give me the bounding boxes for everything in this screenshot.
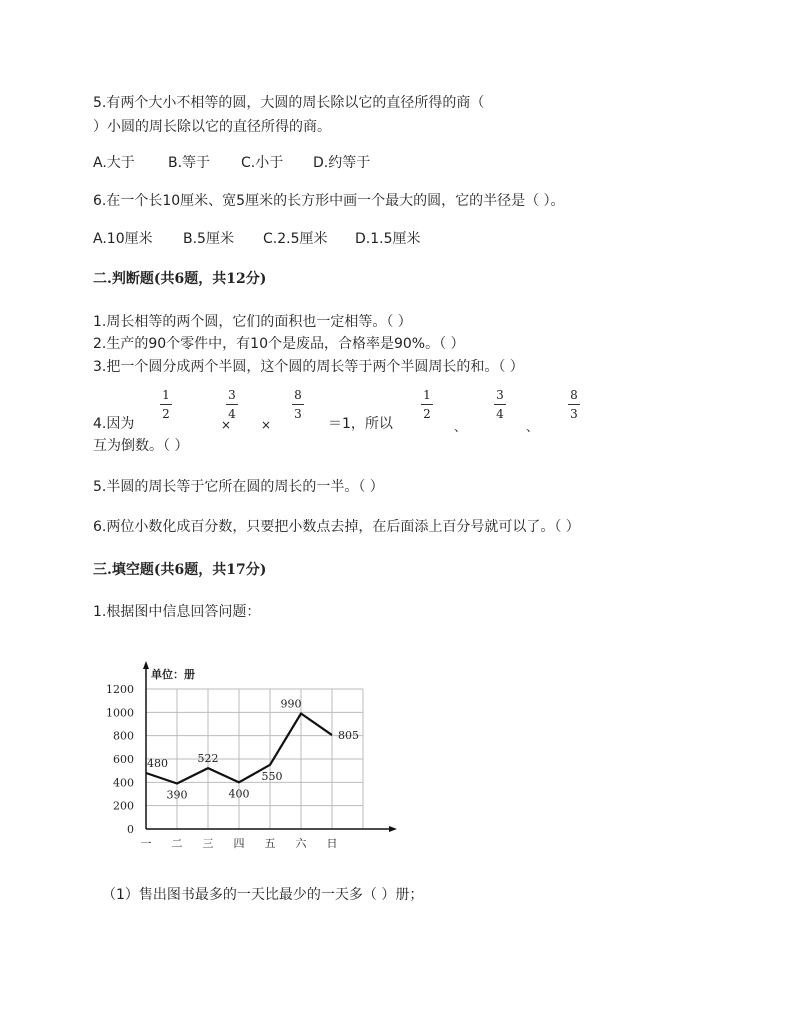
mc-q6-options bbox=[93, 230, 421, 248]
judge-q5: 5.半圆的周长等于它所在圆的周长的一半。（ ） bbox=[93, 479, 384, 495]
option-b: B.等于 bbox=[168, 155, 211, 171]
line-chart bbox=[0, 640, 794, 880]
x-tick-label: 二 bbox=[171, 837, 183, 850]
x-tick-label: 一 bbox=[140, 837, 152, 850]
y-axis-arrow bbox=[143, 661, 149, 669]
option-c: C.2.5厘米 bbox=[263, 231, 328, 247]
fraction-3: 8 3 bbox=[292, 388, 304, 421]
mc-q6-text: 6.在一个长10厘米、宽5厘米的长方形中画一个最大的圆，它的半径是（ ）。 bbox=[93, 193, 565, 209]
separator: 、 bbox=[526, 420, 539, 434]
data-label: 805 bbox=[338, 729, 359, 743]
x-tick-label: 六 bbox=[295, 837, 307, 850]
fraction-3-repeat: 8 3 bbox=[568, 388, 580, 421]
option-a: A.大于 bbox=[93, 155, 135, 171]
data-label: 550 bbox=[261, 769, 283, 783]
x-tick-label: 五 bbox=[264, 837, 276, 850]
judge-q4-prefix: 4.因为 bbox=[93, 416, 135, 432]
y-tick-label: 600 bbox=[113, 753, 134, 766]
judge-q3: 3.把一个圆分成两个半圆，这个圆的周长等于两个半圆周长的和。（ ） bbox=[93, 359, 524, 375]
x-axis-arrow bbox=[389, 826, 397, 832]
y-tick-label: 400 bbox=[113, 776, 134, 790]
judge-q4-equals: ＝1，所以 bbox=[328, 416, 393, 432]
separator: 、 bbox=[454, 420, 467, 434]
mc-q5-line1: 5.有两个大小不相等的圆，大圆的周长除以它的直径所得的商（ bbox=[93, 95, 485, 111]
fraction-1: 1 2 bbox=[160, 388, 172, 421]
y-tick-label: 200 bbox=[113, 799, 134, 813]
x-tick-label: 日 bbox=[326, 837, 338, 850]
y-tick-label: 1200 bbox=[106, 683, 134, 696]
fraction-2-repeat: 3 4 bbox=[494, 388, 506, 421]
fraction-2: 3 4 bbox=[226, 388, 238, 421]
y-tick-label: 800 bbox=[113, 729, 134, 743]
times-sign: × bbox=[261, 418, 272, 432]
y-tick-label: 1000 bbox=[106, 706, 134, 720]
data-label: 522 bbox=[197, 752, 219, 766]
data-label: 990 bbox=[280, 697, 302, 711]
mc-q5-options bbox=[93, 154, 370, 172]
x-tick-label: 三 bbox=[202, 837, 214, 850]
option-a: A.10厘米 bbox=[93, 231, 153, 247]
fill-q1: 1.根据图中信息回答问题： bbox=[93, 604, 261, 620]
chart-unit-label: 单位：册 bbox=[151, 668, 195, 681]
x-tick-label: 四 bbox=[233, 837, 245, 850]
option-d: D.约等于 bbox=[313, 155, 371, 171]
data-label: 480 bbox=[147, 757, 168, 770]
option-b: B.5厘米 bbox=[183, 231, 234, 247]
judge-q2: 2.生产的90个零件中，有10个是废品，合格率是90%。（ ） bbox=[93, 336, 465, 352]
section-title: 二.判断题(共6题，共12分) bbox=[93, 271, 267, 287]
fill-q1-sub1: （1）售出图书最多的一天比最少的一天多（ ）册； bbox=[102, 887, 424, 903]
times-sign: × bbox=[221, 418, 232, 432]
data-label: 400 bbox=[228, 787, 250, 801]
judge-q1: 1.周长相等的两个圆，它们的面积也一定相等。（ ） bbox=[93, 314, 412, 330]
y-tick-label: 0 bbox=[127, 823, 134, 836]
section-title: 三.填空题(共6题，共17分) bbox=[93, 562, 267, 578]
data-label: 390 bbox=[166, 788, 188, 802]
option-d: D.1.5厘米 bbox=[355, 231, 421, 247]
judge-q6: 6.两位小数化成百分数，只要把小数点去掉，在后面添上百分号就可以了。（ ） bbox=[93, 519, 580, 535]
mc-q5-line2: ）小圆的周长除以它的直径所得的商。 bbox=[93, 119, 331, 135]
fraction-1-repeat: 1 2 bbox=[421, 388, 433, 421]
judge-q4-line2: 互为倒数。（ ） bbox=[93, 438, 189, 454]
option-c: C.小于 bbox=[241, 155, 284, 171]
